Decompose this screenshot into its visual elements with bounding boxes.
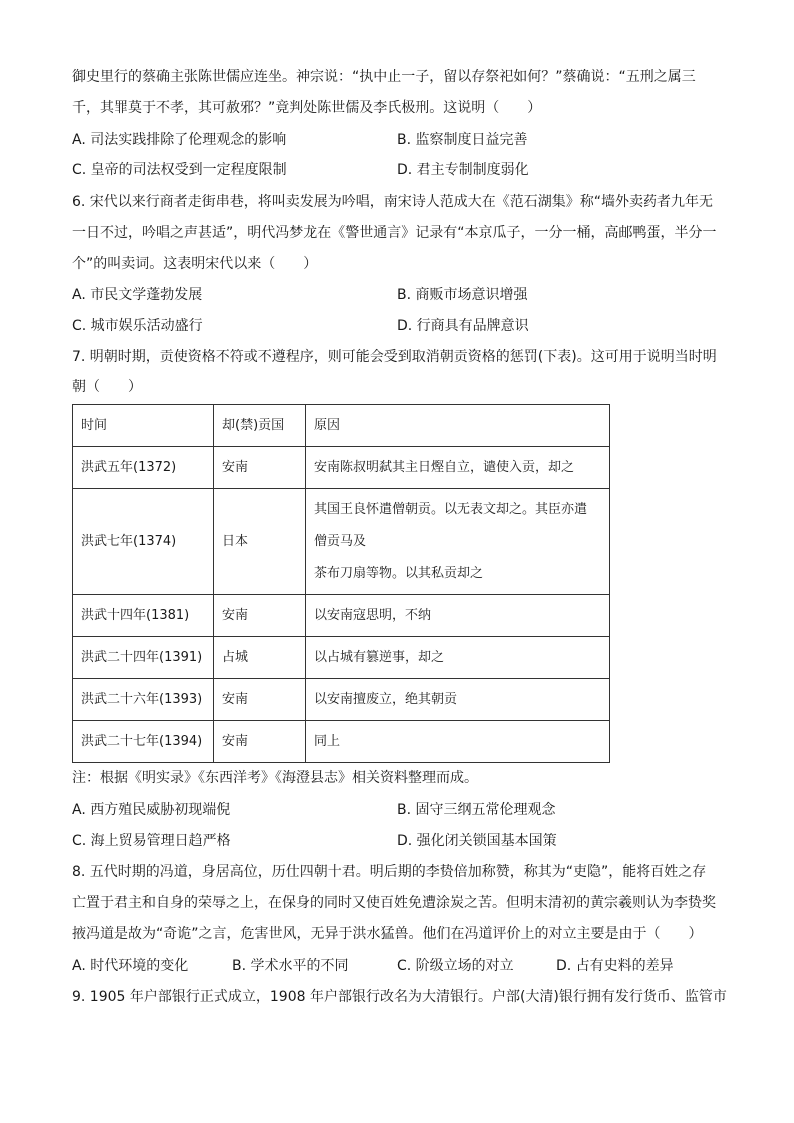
cell-reason xyxy=(306,637,610,679)
q7-option-c[interactable]: C. 海上贸易管理日趋严格 xyxy=(72,833,231,849)
cell-reason xyxy=(306,595,610,637)
cell-country: 安南 xyxy=(214,721,306,763)
q5-option-c[interactable]: C. 皇帝的司法权受到一定程度限制 xyxy=(72,162,287,178)
reason-line: 以安南寇思明，不纳 xyxy=(314,607,432,623)
reason-line: 同上 xyxy=(314,733,341,749)
q6-option-b[interactable]: B. 商贩市场意识增强 xyxy=(397,287,528,303)
reason-line: 安南陈叔明弑其主日熞自立，谴使入贡，却之 xyxy=(314,459,575,475)
q6-option-c[interactable]: C. 城市娱乐活动盛行 xyxy=(72,318,203,334)
cell-time: 洪武二十七年(1394) xyxy=(73,721,214,763)
q8-text-line-2: 亡置于君主和自身的荣辱之上，在保身的同时又使百姓免遭涂炭之苦。但明末清初的黄宗羲则认为李贽奖 xyxy=(72,895,716,911)
q7-option-b[interactable]: B. 固守三纲五常伦理观念 xyxy=(397,802,556,818)
q7-option-d[interactable]: D. 强化闭关锁国基本国策 xyxy=(397,833,557,849)
cell-time: 洪武五年(1372) xyxy=(73,447,214,489)
cell-country: 安南 xyxy=(214,447,306,489)
cell-reason xyxy=(306,489,610,595)
reason-line: 以安南擅废立，绝其朝贡 xyxy=(314,691,458,707)
cell-country: 安南 xyxy=(214,679,306,721)
q6-text-line-1: 6. 宋代以来行商者走街串巷，将叫卖发展为吟唱，南宋诗人范成大在《范石湖集》称“墙外卖药者九年无 xyxy=(72,194,714,210)
q7-text-line-2: 朝（ ） xyxy=(72,379,142,395)
q5-option-d[interactable]: D. 君主专制制度弱化 xyxy=(397,162,529,178)
header-time: 时间 xyxy=(73,405,214,447)
table-row xyxy=(73,489,610,595)
q6-text-line-2: 一日不过，吟唱之声甚适”，明代冯梦龙在《警世通言》记录有“本京瓜子，一分一桶，高邮鸭蛋，半分一 xyxy=(72,225,717,241)
q7-option-a[interactable]: A. 西方殖民威胁初现端倪 xyxy=(72,802,231,818)
cell-time: 洪武二十四年(1391) xyxy=(73,637,214,679)
table-header-row xyxy=(73,405,610,447)
table-row xyxy=(73,595,610,637)
table-note: 注：根据《明实录》《东西洋考》《海澄县志》相关资料整理而成。 xyxy=(72,770,478,786)
header-country: 却(禁)贡国 xyxy=(214,405,306,447)
q7-text-line-1: 7. 明朝时期，贡使资格不符或不遵程序，则可能会受到取消朝贡资格的惩罚(下表)。这可用于说明当时明 xyxy=(72,349,717,365)
table-row xyxy=(73,679,610,721)
reason-line: 以占城有篡逆事，却之 xyxy=(314,649,445,665)
reason-line: 茶布刀扇等物。以其私贡却之 xyxy=(314,565,484,581)
q5-text-line-1: 御史里行的蔡确主张陈世儒应连坐。神宗说：“执中止一子，留以存祭祀如何？”蔡确说：“五刑之属三 xyxy=(72,69,696,85)
cell-country: 占城 xyxy=(214,637,306,679)
q8-option-d[interactable]: D. 占有史料的差异 xyxy=(556,958,674,974)
q8-option-a[interactable]: A. 时代环境的变化 xyxy=(72,958,189,974)
q5-text-line-2: 千，其罪莫于不孝，其可赦邪？”竟判处陈世儒及李氏极刑。这说明（ ） xyxy=(72,100,542,116)
q6-text-line-3: 个”的叫卖词。这表明宋代以来（ ） xyxy=(72,256,318,272)
q8-text-line-1: 8. 五代时期的冯道，身居高位，历仕四朝十君。明后期的李贽倍加称赞，称其为“吏隐”，能将百姓之存 xyxy=(72,864,707,880)
cell-time: 洪武十四年(1381) xyxy=(73,595,214,637)
q6-option-a[interactable]: A. 市民文学蓬勃发展 xyxy=(72,287,203,303)
cell-time: 洪武七年(1374) xyxy=(73,489,214,595)
table-row xyxy=(73,637,610,679)
q8-text-line-3: 掖冯道是故为“奇诡”之言，危害世风，无异于洪水猛兽。他们在冯道评价上的对立主要是由于（ ） xyxy=(72,926,703,942)
cell-reason xyxy=(306,721,610,763)
header-reason: 原因 xyxy=(306,405,610,447)
q5-option-b[interactable]: B. 监察制度日益完善 xyxy=(397,132,528,148)
reason-line: 其国王良怀遣僧朝贡。以无表文却之。其臣亦遣 xyxy=(314,501,588,517)
cell-country: 安南 xyxy=(214,595,306,637)
reason-line: 僧贡马及 xyxy=(314,533,367,549)
table-row xyxy=(73,447,610,489)
tribute-ban-table xyxy=(72,404,610,763)
q8-option-c[interactable]: C. 阶级立场的对立 xyxy=(397,958,514,974)
cell-reason xyxy=(306,679,610,721)
q6-option-d[interactable]: D. 行商具有品牌意识 xyxy=(397,318,529,334)
table-row xyxy=(73,721,610,763)
q8-option-b[interactable]: B. 学术水平的不同 xyxy=(232,958,349,974)
q9-text-line-1: 9. 1905 年户部银行正式成立，1908 年户部银行改名为大清银行。户部(大清)银行拥有发行货币、监管市 xyxy=(72,989,727,1005)
cell-reason xyxy=(306,447,610,489)
q5-option-a[interactable]: A. 司法实践排除了伦理观念的影响 xyxy=(72,132,287,148)
cell-country: 日本 xyxy=(214,489,306,595)
cell-time: 洪武二十六年(1393) xyxy=(73,679,214,721)
